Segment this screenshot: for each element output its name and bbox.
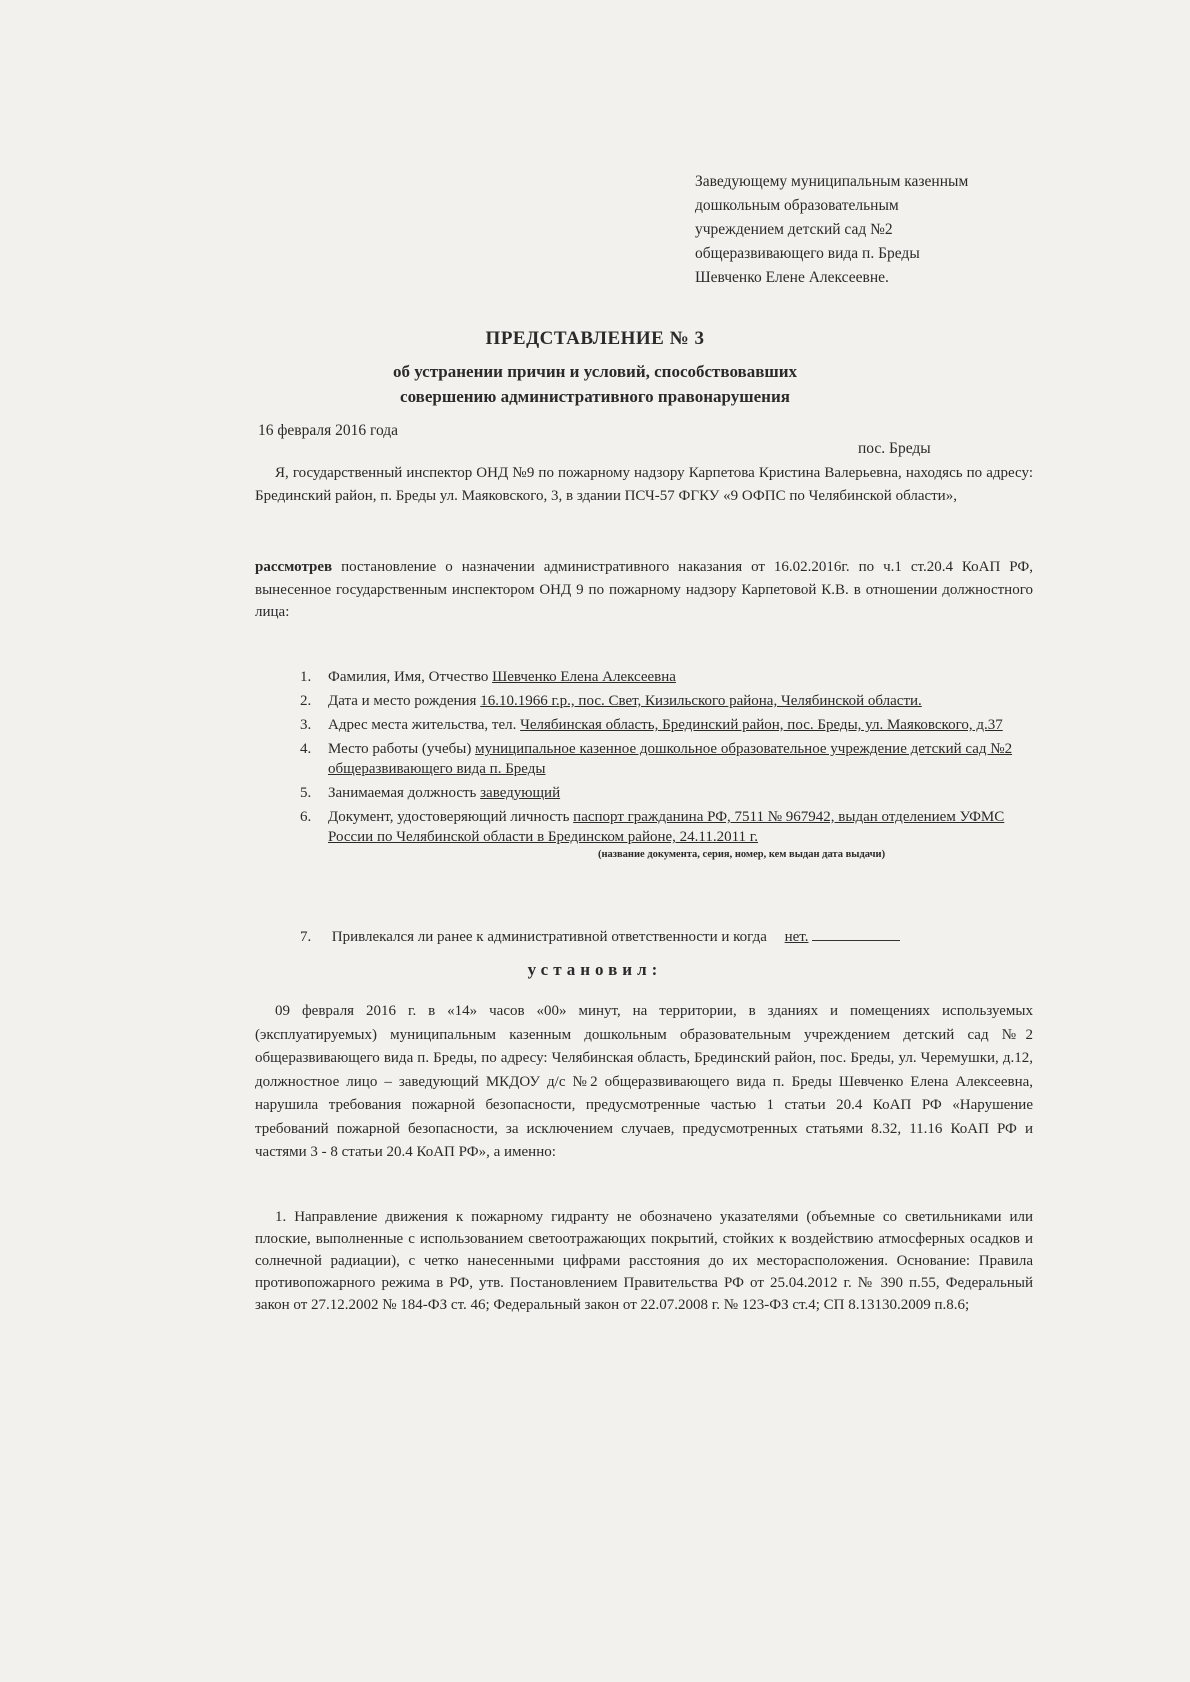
item-label: Фамилия, Имя, Отчество	[328, 669, 489, 685]
item-number: 7.	[300, 929, 312, 945]
document-subtitle-line-2: совершению административного правонарушения	[400, 387, 790, 406]
item-label: Занимаемая должность	[328, 785, 477, 801]
item-label: Привлекался ли ранее к административной ответственности и когда	[331, 929, 767, 945]
considered-paragraph	[255, 556, 1033, 624]
item-number: 3.	[300, 717, 312, 733]
addressee-line: Шевченко Елене Алексеевне.	[695, 269, 889, 286]
document-subtitle-line-1: об устранении причин и условий, способствовавших	[392, 362, 798, 381]
addressee-line: учреждением детский сад №2	[695, 221, 893, 238]
item-value: Челябинская область, Брединский район, пос. Бреды, ул. Маяковского, д.37	[520, 717, 1003, 733]
document-date: 16 февраля 2016 года	[258, 422, 399, 439]
document-caption: (название документа, серия, номер, кем выдан дата выдачи)	[598, 849, 886, 860]
established-heading: установил:	[527, 960, 663, 979]
item-label: Дата и место рождения	[328, 693, 477, 709]
document-title: ПРЕДСТАВЛЕНИЕ № 3	[485, 328, 705, 349]
item-value: нет.	[784, 929, 809, 945]
item-number: 4.	[300, 741, 312, 757]
document-place: пос. Бреды	[858, 440, 931, 457]
person-details-list	[280, 667, 1020, 863]
addressee-line: общеразвивающего вида п. Бреды	[695, 245, 920, 262]
list-item	[280, 691, 1020, 711]
intro-paragraph: Я, государственный инспектор ОНД №9 по пожарному надзору Карпетова Кристина Валерьевна, находясь по адресу: Брединский район, п. Бреды ул. Маяковского, 3, в здании ПСЧ-57 ФГКУ «9 ОФПС по Челябинской области»,	[255, 465, 1033, 504]
violation-paragraph: 1. Направление движения к пожарному гидранту не обозначено указателями (объемные со светильниками или плоские, выполненные с использованием светоотражающих покрытий, стойких к воздействию атмосферных осадков и солнечной радиации), с четко нанесенными цифрами расстояния до их месторасположения. Основание: Правила противопожарного режима в РФ, утв. Постановлением Правительства РФ от 25.04.2012 г. № 390 п.55, Федеральный закон от 27.12.2002 № 184-ФЗ ст. 46; Федеральный закон от 22.07.2008 г. № 123-ФЗ ст.4; СП 8.13130.2009 п.8.6;	[255, 1209, 1033, 1313]
addressee-line: дошкольным образовательным	[695, 197, 899, 214]
list-item	[280, 807, 1020, 863]
item-label: Документ, удостоверяющий личность	[328, 809, 570, 825]
item-number: 1.	[300, 669, 312, 685]
prior-liability-item	[300, 926, 900, 946]
item-value: паспорт гражданина РФ, 7511 № 967942, выдан отделением УФМС России по Челябинской области в Брединском районе, 24.11.2011 г.	[328, 809, 1005, 845]
addressee-block	[695, 170, 1035, 290]
item-value: 16.10.1966 г.р., пос. Свет, Кизильского района, Челябинской области.	[480, 693, 922, 709]
item-value: Шевченко Елена Алексеевна	[492, 669, 676, 685]
item-number: 2.	[300, 693, 312, 709]
list-item	[280, 783, 1020, 803]
considered-label: рассмотрев	[255, 559, 333, 575]
item-number: 6.	[300, 809, 312, 825]
item-number: 5.	[300, 785, 312, 801]
item-label: Место работы (учебы)	[328, 741, 472, 757]
findings-paragraph: 09 февраля 2016 г. в «14» часов «00» минут, на территории, в зданиях и помещениях используемых (эксплуатируемых) муниципальным казенным дошкольным образовательным учреждением детский сад №2 общеразвивающего вида п. Бреды, по адресу: Челябинская область, Брединский район, пос. Бреды, ул. Черемушки, д.12, должностное лицо – заведующий МКДОУ д/с №2 общеразвивающего вида п. Бреды Шевченко Елена Алексеевна, нарушила требования пожарной безопасности, предусмотренные частью 1 статьи 20.4 КоАП РФ «Нарушение требований пожарной безопасности, за исключением случаев, предусмотренных статьями 8.32, 11.16 КоАП РФ и частями 3 - 8 статьи 20.4 КоАП РФ», а именно:	[255, 1003, 1033, 1160]
item-value: муниципальное казенное дошкольное образовательное учреждение детский сад №2 общеразвивающего вида п. Бреды	[328, 741, 1013, 777]
blank-line	[812, 926, 900, 941]
list-item	[280, 715, 1020, 735]
item-value: заведующий	[480, 785, 561, 801]
list-item	[280, 739, 1020, 779]
list-item	[280, 667, 1020, 687]
addressee-line: Заведующему муниципальным казенным	[695, 173, 969, 190]
considered-text: постановление о назначении административного наказания от 16.02.2016г. по ч.1 ст.20.4 КоАП РФ, вынесенное государственным инспектором ОНД 9 по пожарному надзору Карпетовой К.В. в отношении должностного лица:	[255, 559, 1033, 620]
item-label: Адрес места жительства, тел.	[328, 717, 517, 733]
